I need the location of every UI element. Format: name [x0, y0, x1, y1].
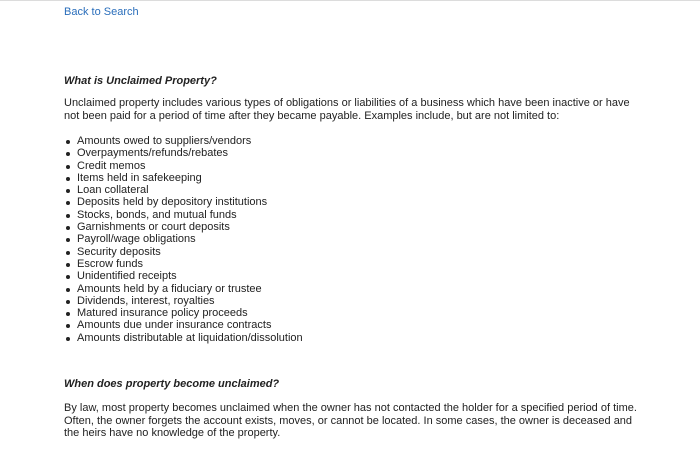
list-item: Escrow funds — [64, 258, 644, 270]
list-item: Stocks, bonds, and mutual funds — [64, 209, 644, 221]
list-item: Security deposits — [64, 246, 644, 258]
list-item: Overpayments/refunds/rebates — [64, 147, 644, 159]
examples-list — [64, 135, 644, 344]
section-title-what-is-unclaimed: What is Unclaimed Property? — [64, 75, 217, 87]
section-paragraph-when-unclaimed: By law, most property becomes unclaimed when the owner has not contacted the holder for a specified period of time. Often, the owner forgets the account exists, moves, or cannot be located. In some cases, the owner is deceased and the heirs have no knowledge of the property. — [64, 402, 637, 440]
section-title-when-unclaimed: When does property become unclaimed? — [64, 378, 280, 391]
list-item: Matured insurance policy proceeds — [64, 307, 644, 319]
list-item: Unidentified receipts — [64, 270, 644, 282]
list-item: Dividends, interest, royalties — [64, 295, 644, 307]
list-item: Amounts held by a fiduciary or trustee — [64, 283, 644, 295]
back-to-search-link[interactable]: Back to Search — [64, 6, 139, 18]
list-item: Amounts due under insurance contracts — [64, 319, 644, 331]
list-item: Amounts owed to suppliers/vendors — [64, 135, 644, 147]
top-border — [0, 0, 700, 1]
list-item: Items held in safekeeping — [64, 172, 644, 184]
section-paragraph-what-is-unclaimed: Unclaimed property includes various types of obligations or liabilities of a business which have been inactive or have not been paid for a period of time after they became payable. Examples include, but are not limited to: — [64, 97, 630, 122]
list-item: Deposits held by depository institutions — [64, 196, 644, 208]
list-item: Payroll/wage obligations — [64, 233, 644, 245]
list-item: Credit memos — [64, 160, 644, 172]
list-item: Amounts distributable at liquidation/dissolution — [64, 332, 644, 344]
list-item: Loan collateral — [64, 184, 644, 196]
content-area — [64, 5, 644, 440]
list-item: Garnishments or court deposits — [64, 221, 644, 233]
